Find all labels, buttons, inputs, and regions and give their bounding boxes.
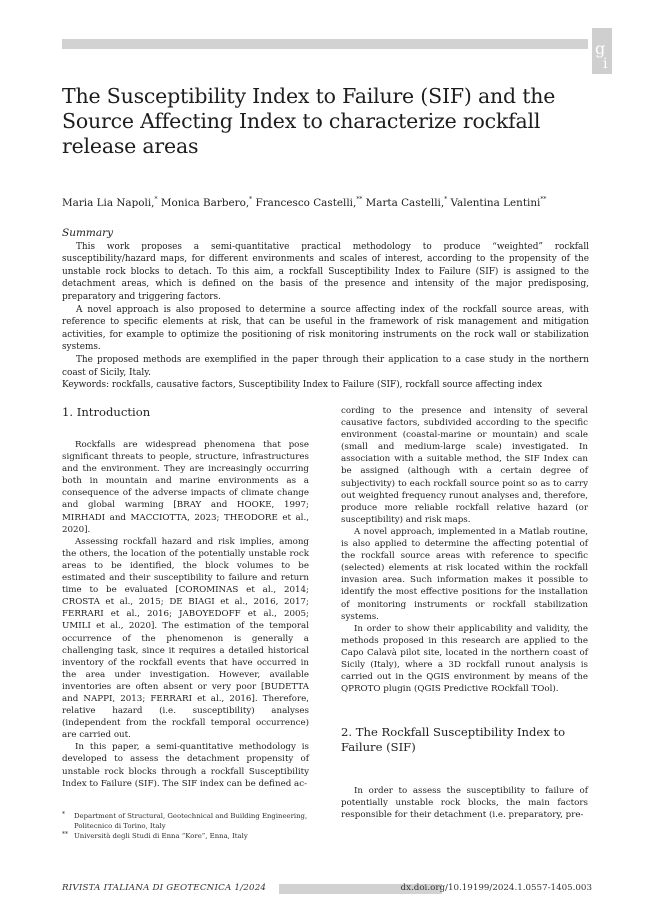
doi-link[interactable]: dx.doi.org/10.19199/2024.1.0557-1405.003 xyxy=(400,883,592,893)
body-paragraph: In order to assess the susceptibility to failure of potentially unstable rock blocks, the main factors responsible for their detachment (i.e. preparatory, pre- xyxy=(341,786,588,821)
body-paragraph: A novel approach, implemented in a Matlab routine, is also applied to determine the affecting potential of the rockfall source areas with reference to specific (selected) elements at risk located within the rockfall invasion area. Such information makes it possible to identify the most effective positions for the installation of monitoring instruments or rockfall stabilization systems. xyxy=(341,526,588,622)
svg-text:i: i xyxy=(603,56,608,72)
right-column xyxy=(341,405,588,822)
section-heading: 1. Introduction xyxy=(62,405,151,419)
affiliation-mark: * xyxy=(249,196,253,203)
keywords: Keywords: rockfalls, causative factors, Susceptibility Index to Failure (SIF), rockfall source affecting index xyxy=(62,380,543,391)
summary-heading: Summary xyxy=(62,227,114,239)
author-name: Francesco Castelli, xyxy=(255,197,357,209)
footnote-mark: * xyxy=(62,811,65,818)
section-heading: 2. The Rockfall Susceptibility Index to Failure (SIF) xyxy=(341,725,566,755)
footnote-text: Department of Structural, Geotechnical and Building Engineering, Politecnico di Torino, Italy xyxy=(74,812,308,830)
footnote-mark: ** xyxy=(62,831,68,838)
affiliation-mark: * xyxy=(444,196,448,203)
affiliation-mark: ** xyxy=(540,196,547,203)
author-name: Valentina Lentini xyxy=(450,197,541,209)
summary-paragraph: This work proposes a semi-quantitative practical methodology to produce “weighted” rockfall susceptibility/hazard maps, for different environments and scales of interest, according to the propensity of the unstable rock blocks to detach. To this aim, a rockfall Susceptibility Index to Failure (SIF) is assigned to the detachment areas, which is defined on the basis of the presence and intensity of the major predisposing, preparatory and triggering factors. xyxy=(62,241,589,302)
footnote-text: Università degli Studi di Enna “Kore”, Enna, Italy xyxy=(74,832,248,840)
body-paragraph: cording to the presence and intensity of several causative factors, subdivided according to the specific environment (coastal-marine or mountain) and scale (small and medium-large scale) investigated. In association with a suitable method, the SIF Index can be assigned (although with a certain degree of subjectivity) to each rockfall source point so as to carry out weighted frequency runout analyses and, therefore, produce more reliable rockfall relative hazard (or susceptibility) and risk maps. xyxy=(341,406,588,525)
author-name: Maria Lia Napoli, xyxy=(62,197,155,209)
svg-text:g: g xyxy=(595,39,606,58)
affiliation-mark: ** xyxy=(356,196,363,203)
header-rule xyxy=(62,39,588,49)
summary-block xyxy=(62,227,589,392)
footnote xyxy=(62,831,312,841)
left-column xyxy=(62,405,309,790)
affiliation-mark: * xyxy=(154,196,158,203)
body-paragraph: Rockfalls are widespread phenomena that pose significant threats to people, structure, infrastructures and the environment. They are increasingly occurring both in mountain and marine environments as a consequence of the adverse impacts of climate change and global warming [BRAY and HOOKE, 1997; MIRHADI and MACCIOTTA, 2023; THEODORE et al., 2020]. xyxy=(62,440,309,535)
journal-logo-icon xyxy=(592,28,612,74)
body-paragraph: In this paper, a semi-quantitative methodology is developed to assess the detachment propensity of unstable rock blocks through a rockfall Susceptibility Index to Failure (SIF). The SIF index can be defined ac- xyxy=(62,742,309,789)
summary-paragraph: A novel approach is also proposed to determine a source affecting index of the rockfall source areas, with reference to specific elements at risk, that can be useful in the framework of risk management and mitigation activities, for example to optimize the positioning of risk monitoring instruments on the rock wall or stabilization systems. xyxy=(62,304,589,353)
footnotes xyxy=(62,811,312,841)
body-paragraph: In order to show their applicability and validity, the methods proposed in this research are applied to the Capo Calavà pilot site, located in the northern coast of Sicily (Italy), where a 3D rockfall runout analysis is carried out in the QGIS environment by means of the QPROTO plugin (QGIS Predictive ROckfall TOol). xyxy=(341,623,588,695)
author-list xyxy=(62,193,602,210)
author-name: Monica Barbero, xyxy=(160,197,250,209)
page-footer xyxy=(62,883,592,895)
footnote xyxy=(62,811,312,831)
article-title: The Susceptibility Index to Failure (SIF) and the Source Affecting Index to characterize rockfall release areas xyxy=(62,84,556,158)
summary-paragraph: The proposed methods are exemplified in the paper through their application to a case study in the northern coast of Sicily, Italy. xyxy=(62,354,589,378)
journal-name: RIVISTA ITALIANA DI GEOTECNICA 1/2024 xyxy=(62,883,267,893)
author-name: Marta Castelli, xyxy=(365,197,445,209)
body-paragraph: Assessing rockfall hazard and risk implies, among the others, the location of the potentially unstable rock areas to be identified, the block volumes to be estimated and their susceptibility to failure and return time to be evaluated [COROMINAS et al., 2014; CROSTA et al., 2015; DE BIAGI et al., 2016, 2017; FERRARI et al., 2016; JABOYEDOFF et al., 2005; UMILI et al., 2020]. The estimation of the temporal occurrence of the phenomenon is generally a challenging task, since it requires a detailed historical inventory of the rockfall events that have occurred in the area under investigation. However, available inventories are often absent or very poor [BUDETTA and NAPPI, 2013; FERRARI et al., 2016]. Therefore, relative hazard (i.e. susceptibility) analyses (independent from the rockfall temporal occurrence) are carried out. xyxy=(62,536,309,741)
